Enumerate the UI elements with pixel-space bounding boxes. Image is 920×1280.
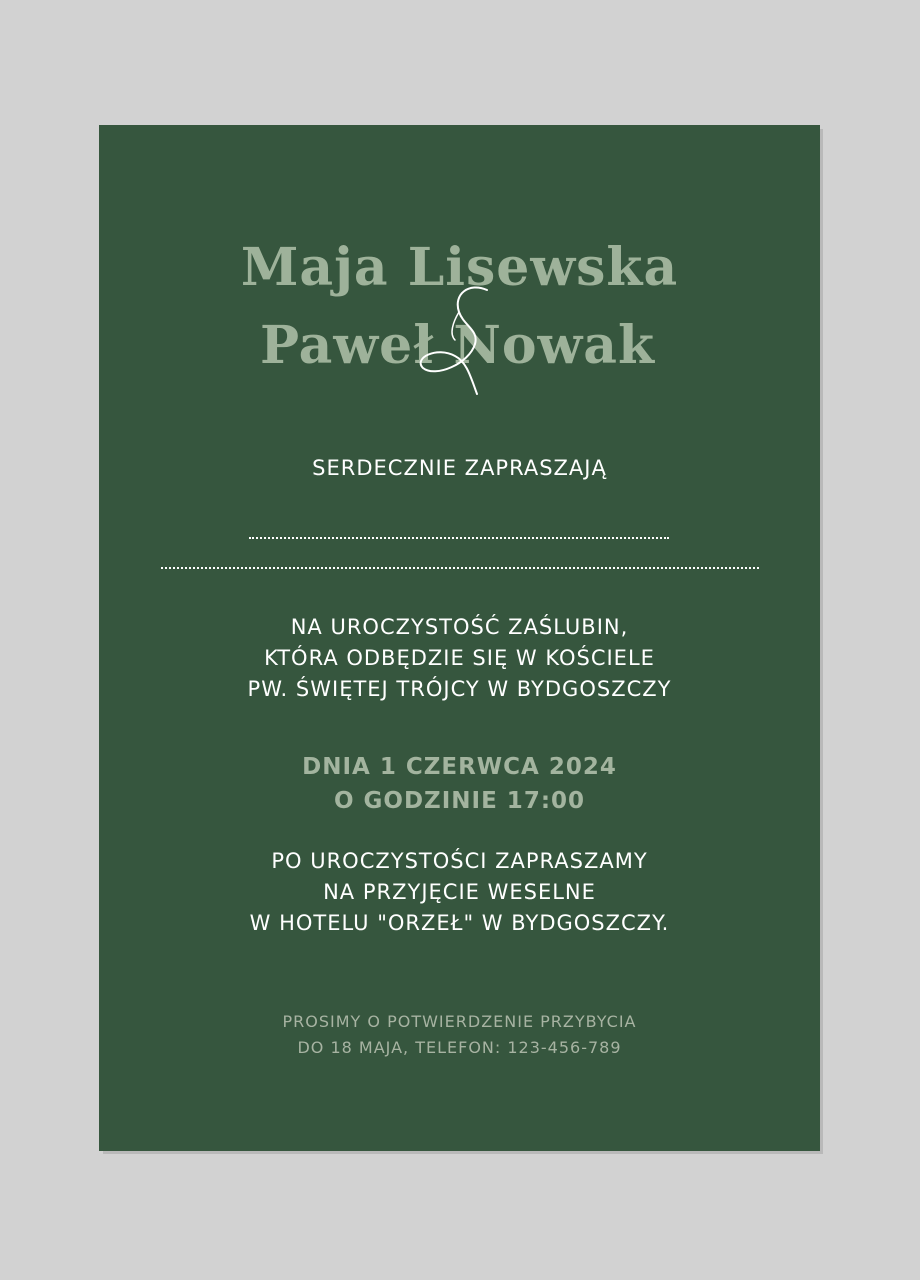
bride-name: Maja Lisewska	[240, 237, 679, 298]
reception-text	[99, 846, 820, 939]
couple-names	[99, 230, 820, 400]
date-time	[99, 750, 820, 818]
time-line: O GODZINIE 17:00	[333, 788, 586, 814]
reception-line: PO UROCZYSTOŚCI ZAPRASZAMY	[271, 849, 648, 873]
script-ampersand-icon	[409, 282, 509, 402]
reception-line: NA PRZYJĘCIE WESELNE	[323, 880, 596, 904]
invitation-card	[99, 125, 820, 1151]
dotted-line-short	[249, 537, 669, 539]
rsvp-line: PROSIMY O POTWIERDZENIE PRZYBYCIA	[282, 1012, 637, 1031]
rsvp-line: DO 18 MAJA, TELEFON: 123-456-789	[297, 1038, 622, 1057]
ceremony-line: NA UROCZYSTOŚĆ ZAŚLUBIN,	[290, 615, 629, 639]
dotted-line-long	[161, 567, 759, 569]
reception-line: W HOTELU "ORZEŁ" W BYDGOSZCZY.	[249, 911, 670, 935]
invite-phrase: SERDECZNIE ZAPRASZAJĄ	[312, 456, 607, 480]
date-line: DNIA 1 CZERWCA 2024	[302, 754, 617, 780]
ceremony-line: KTÓRA ODBĘDZIE SIĘ W KOŚCIELE	[264, 646, 655, 670]
groom-name: Paweł Nowak	[259, 315, 656, 376]
rsvp-text	[99, 1009, 820, 1061]
ceremony-line: PW. ŚWIĘTEJ TRÓJCY W BYDGOSZCZY	[247, 677, 672, 701]
ceremony-text	[99, 612, 820, 705]
